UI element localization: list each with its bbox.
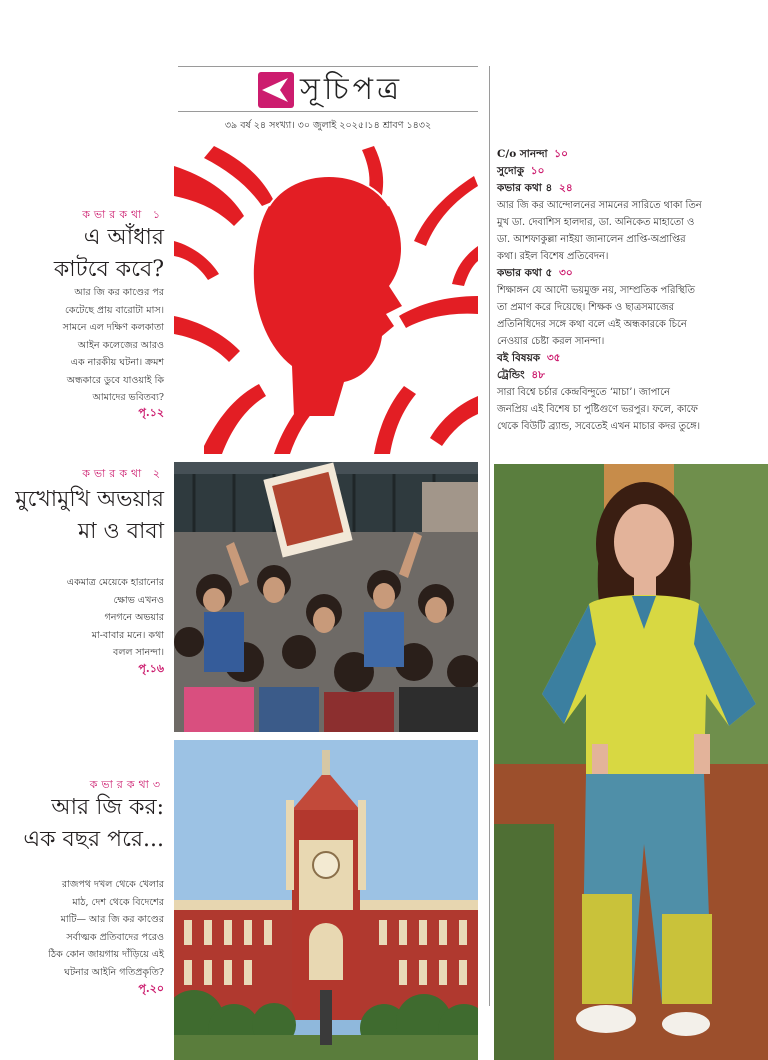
contents-item[interactable] xyxy=(497,180,747,197)
desc-line: কথা। রইল বিশেষ প্রতিবেদন। xyxy=(497,251,609,262)
blurb-line: অন্ধকারে ডুবে যাওয়াই কি xyxy=(66,374,164,386)
desc-line: তা প্রমাণ করে দিয়েছে। শিক্ষক ও ছাত্রসমাজের xyxy=(497,302,675,313)
blurb-line: আইন কলেজের আরও xyxy=(77,339,164,351)
desc-line: জনপ্রিয় এই বিশেষ চা পুষ্টিগুণে ভরপুর। ফলে, কাফে xyxy=(497,404,698,415)
blurb-line: মাটি— আর জি কর কাণ্ডের xyxy=(60,914,164,925)
cover-story-1-illustration xyxy=(174,146,478,454)
blurb-line: গনগনে অভয়ার xyxy=(104,612,164,623)
blurb-line: সর্বাত্মক প্রতিবাদের পরেও xyxy=(66,931,164,943)
trending-fashion-photo xyxy=(494,464,768,1060)
desc-line: ডা. আশফাকুল্লা নাইয়া জানালেন প্রাপ্তি-অপ্রাপ্তির xyxy=(497,234,686,245)
page-title: সূচিপত্র xyxy=(300,72,403,107)
column-divider xyxy=(489,66,490,1006)
magazine-logo-icon xyxy=(258,72,294,108)
cover-story-1-tag: কভারকথা ১ xyxy=(82,208,164,221)
contents-item[interactable] xyxy=(497,350,747,367)
contents-item[interactable] xyxy=(497,367,747,384)
blurb-line: মা-বাবার মনে। কথা xyxy=(91,629,164,641)
blurb-line: আর জি কর কাণ্ডের পর xyxy=(74,287,164,298)
blurb-line: কেটেছে প্রায় বারোটা মাস। xyxy=(64,304,164,316)
cover-story-2-blurb xyxy=(10,574,164,662)
blurb-line: একমাত্র মেয়েকে হারানোর xyxy=(66,577,164,588)
blurb-line: ঘটনার আইনি গতিপ্রকৃতি? xyxy=(64,966,164,978)
contents-item[interactable] xyxy=(497,265,747,282)
contents-item-title: বই বিষয়ক xyxy=(497,352,541,364)
contents-item-page: ৩০ xyxy=(559,267,573,279)
contents-item-title: কভার কথা ৪ xyxy=(497,182,553,194)
issue-line: ৩৯ বর্ষ ২৪ সংখ্যা। ৩০ জুলাই ২০২৫।১৪ শ্রাবণ ১৪৩২ xyxy=(224,120,432,131)
desc-line: সারা বিশ্বে চর্চার কেন্দ্রবিন্দুতে ‘মাচা’। জাপানে xyxy=(497,387,670,398)
blurb-line: আমাদের ভবিতব্য? xyxy=(92,392,164,403)
desc-line: শিক্ষাঙ্গন যে আদৌ ভয়মুক্ত নয়, সাম্প্রতিক পরিস্থিতি xyxy=(497,285,695,296)
cover-story-3-high-court-photo xyxy=(174,740,478,1060)
contents-item-title: সুদোকু xyxy=(497,165,525,177)
contents-item-page: ১০ xyxy=(530,165,545,177)
cover-story-2-headline xyxy=(4,484,164,548)
blurb-line: মাঠ, দেশ থেকে বিদেশের xyxy=(72,896,164,908)
cover-story-3-tag: কভারকথা৩ xyxy=(89,778,164,791)
contents-item-title: কভার কথা ৫ xyxy=(497,267,553,279)
contents-list xyxy=(497,146,747,435)
cover-story-1-blurb xyxy=(10,284,164,407)
blurb-line: ক্ষোভ এখনও xyxy=(113,594,164,606)
cover-story-3-blurb xyxy=(10,876,164,981)
desc-line: মুখ ডা. দেবাশিস হালদার, ডা. অনিকেত মাহাতো ও xyxy=(497,217,695,228)
cover-story-3-page-link[interactable]: পৃ.২০ xyxy=(138,982,164,995)
masthead-top-rule xyxy=(178,66,478,67)
contents-item-page: ১০ xyxy=(554,148,568,160)
blurb-line: রাজপথ দখল থেকে খেলার xyxy=(61,879,164,890)
blurb-line: বলল সানন্দা। xyxy=(113,647,164,658)
cover-story-1-page-link[interactable]: পৃ.১২ xyxy=(138,406,164,419)
cover-story-2-tag: কভারকথা ২ xyxy=(82,467,164,480)
desc-line: থেকে বিউটি ব্র্যান্ড, সবেতেই এখন মাচার কদর তুঙ্গে। xyxy=(497,421,700,432)
desc-line: প্রতিনিধিদের সঙ্গে কথা বলে এই অন্ধকারকে চিনে xyxy=(497,319,687,330)
contents-item-desc xyxy=(497,197,747,265)
cover-story-3-headline xyxy=(4,792,164,856)
contents-item-page: ২৪ xyxy=(559,182,573,194)
contents-item-title: ট্রেন্ডিং xyxy=(497,369,525,381)
cover-story-3-headline-line-1: আর জি কর: xyxy=(51,795,164,820)
cover-story-2-headline-line-2: মা ও বাবা xyxy=(77,519,164,544)
desc-line: নেওয়ার চেষ্টা করল সানন্দা। xyxy=(497,336,605,347)
masthead-mid-rule xyxy=(178,111,478,112)
blurb-line: ঠিক কোন জায়গায় দাঁড়িয়ে এই xyxy=(48,949,164,960)
contents-item-title: C/o সানন্দা xyxy=(497,148,548,160)
blurb-line: এক নারকীয় ঘটনা। ক্রমশ xyxy=(70,357,164,368)
cover-story-2-protest-photo xyxy=(174,462,478,732)
cover-story-3-headline-line-2: এক বছর পরে... xyxy=(23,827,164,852)
contents-item[interactable] xyxy=(497,146,747,163)
blurb-line: সামনে এল দক্ষিণ কলকাতা xyxy=(62,322,164,333)
contents-item[interactable] xyxy=(497,163,747,180)
contents-item-desc xyxy=(497,384,747,435)
desc-line: আর জি কর আন্দোলনের সামনের সারিতে থাকা তিন xyxy=(497,200,702,211)
cover-story-2-page-link[interactable]: পৃ.১৬ xyxy=(138,662,164,675)
cover-story-1-headline-line-1: এ আঁধার xyxy=(83,225,164,250)
contents-item-desc xyxy=(497,282,747,350)
contents-item-page: ৩৫ xyxy=(546,352,561,364)
contents-item-page: ৪৮ xyxy=(531,369,545,381)
cover-story-2-headline-line-1: মুখোমুখি অভয়ার xyxy=(15,487,164,512)
cover-story-1-headline xyxy=(10,222,164,286)
cover-story-1-headline-line-2: কাটবে কবে? xyxy=(53,257,164,282)
